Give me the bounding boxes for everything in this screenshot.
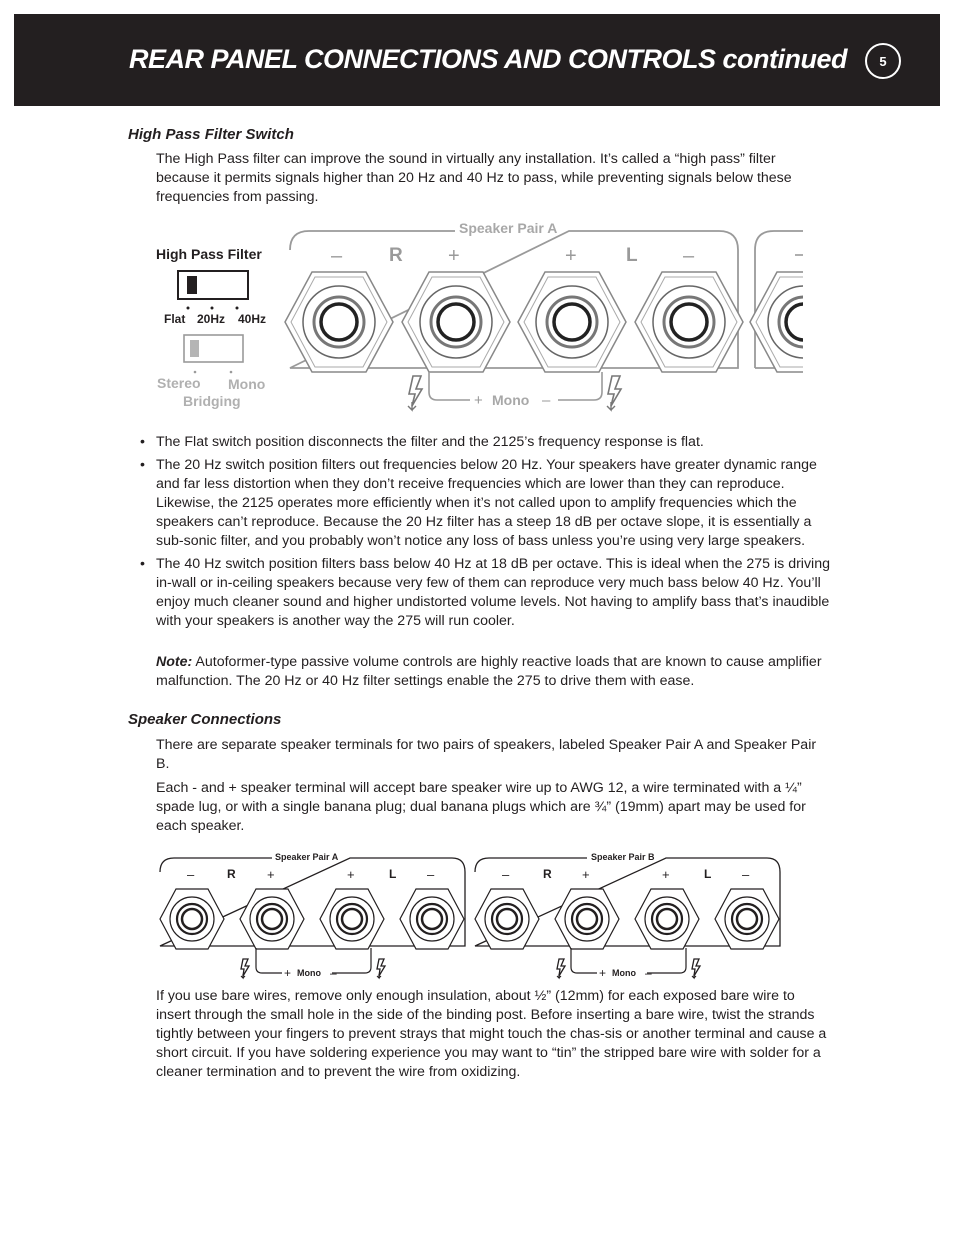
b-terminal-label-r-plus: + — [582, 867, 590, 882]
list-item: • The 40 Hz switch position filters bass below 40 Hz at 18 dB per octave. This is ideal when the 275 is driving in-wall or in-ceiling speakers because very few of them can reproduce very much bass below 40 Hz. You’ll enjoy much cleaner sound and higher undistorted volume levels. Not having to amplify bass that’s inaudible with your speakers is another way the 275 will run cooler. — [140, 556, 830, 629]
mono-label: Mono — [492, 392, 530, 408]
terminal-label-l-plus: + — [565, 245, 577, 267]
lightning-bolt-icon — [241, 959, 249, 978]
bridging-position-mono: Mono — [228, 376, 266, 392]
a-terminal-label-l-plus: + — [347, 867, 355, 882]
b-terminal-label-l: L — [704, 867, 712, 881]
mono-a-label: Mono — [297, 968, 321, 978]
terminal-label-l: L — [626, 245, 638, 266]
note-label: Note: — [156, 654, 193, 670]
b-terminal-label-r-minus: – — [502, 867, 510, 882]
binding-post — [475, 889, 539, 949]
binding-post — [320, 889, 384, 949]
mono-b-plus: + — [599, 966, 607, 980]
a-terminal-label-r: R — [227, 867, 236, 881]
pair-b-label: Speaker Pair B — [591, 852, 655, 862]
a-terminal-label-r-minus: – — [187, 867, 195, 882]
mono-a-plus: + — [284, 966, 292, 980]
section-heading-high-pass: High Pass Filter Switch — [128, 126, 294, 143]
list-item: • The Flat switch position disconnects the filter and the 2125’s frequency response is flat. — [140, 434, 704, 450]
terminal-label-r-plus: + — [448, 245, 460, 267]
page-title: REAR PANEL CONNECTIONS AND CONTROLS continued — [129, 44, 848, 74]
binding-post — [715, 889, 779, 949]
binding-post — [400, 889, 464, 949]
hpf-position-40hz: 40Hz — [238, 312, 267, 326]
mono-b-label: Mono — [612, 968, 636, 978]
mono-minus-sign: – — [542, 392, 551, 409]
bullet-marker: • — [140, 556, 145, 572]
hpf-position-20hz: 20Hz — [197, 312, 226, 326]
mono-a-minus: – — [330, 966, 337, 980]
speaker-para-2: Each - and + speaker terminal will accept bare speaker wire up to AWG 12, a wire terminated with a ¼” spade lug, or with a single banana plug; dual banana plugs which are ¾” (19mm) apart may be used for each speaker. — [156, 780, 806, 834]
hpf-intro-paragraph: The High Pass filter can improve the sound in virtually any installation. It’s called a “high pass” filter because it permits signals higher than 20 Hz and 40 Hz to pass, while preventing signals below these frequencies from passing. — [156, 151, 792, 205]
lightning-bolt-icon — [377, 959, 385, 978]
bridging-label: Bridging — [183, 393, 241, 409]
b-terminal-label-l-plus: + — [662, 867, 670, 882]
mono-b-minus: – — [645, 966, 652, 980]
binding-post — [555, 889, 619, 949]
binding-post — [160, 889, 224, 949]
bullet-marker: • — [140, 457, 145, 473]
note-text: Autoformer-type passive volume controls are highly reactive loads that are known to cause amplifier malfunction. The 20 Hz or 40 Hz filter settings enable the 275 to drive them with ease. — [156, 654, 822, 689]
binding-post — [635, 889, 699, 949]
bridging-position-stereo: Stereo — [157, 375, 201, 391]
list-item: • The 20 Hz switch position filters out frequencies below 20 Hz. Your speakers have greater dynamic range and far less distortion when they don’t receive frequencies which are lower than they can reproduce. Likewise, the 2125 operates more efficiently when it’s not called upon to amplify frequencies which the speakers can’t reproduce. Because the 20 Hz filter has a steep 18 dB per octave slope, it is essentially a sub-sonic filter, and you probably won’t notice any loss of bass unless you’re using very large speakers. — [140, 457, 817, 549]
a-terminal-label-l: L — [389, 867, 397, 881]
page-number-badge: 5 — [865, 43, 901, 79]
terminal-label-r-minus: – — [331, 245, 343, 267]
terminal-label-r: R — [389, 245, 403, 266]
a-terminal-label-r-plus: + — [267, 867, 275, 882]
hpf-switch-label: High Pass Filter — [156, 246, 262, 262]
lightning-bolt-icon — [557, 959, 565, 978]
hpf-position-flat: Flat — [164, 312, 186, 326]
bullet-marker: • — [140, 434, 145, 450]
a-terminal-label-l-minus: – — [427, 867, 435, 882]
speaker-pair-a-label: Speaker Pair A — [459, 220, 558, 236]
section-heading-speaker-connections: Speaker Connections — [128, 711, 282, 728]
binding-post — [240, 889, 304, 949]
b-terminal-label-l-minus: – — [742, 867, 750, 882]
mono-plus-sign: + — [474, 392, 483, 409]
speaker-para-3: If you use bare wires, remove only enough insulation, about ½” (12mm) for each exposed bare wire to insert through the small hole in the side of the binding post. Before inserting a bare wire, twist the strands tightly between your fingers to prevent strays that might touch the chas-sis or another terminal and cause a short circuit. If you have soldering experience you may want to “tin” the stripped bare wire with solder for a cleaner termination and to prevent the wire from oxidizing. — [156, 988, 827, 1080]
b-terminal-label-r: R — [543, 867, 552, 881]
speaker-para-1: There are separate speaker terminals for two pairs of speakers, labeled Speaker Pair A and Speaker Pair B. — [156, 737, 817, 772]
pair-a-label: Speaker Pair A — [275, 852, 339, 862]
lightning-bolt-icon — [692, 959, 700, 978]
terminal-label-l-minus: – — [683, 245, 695, 267]
